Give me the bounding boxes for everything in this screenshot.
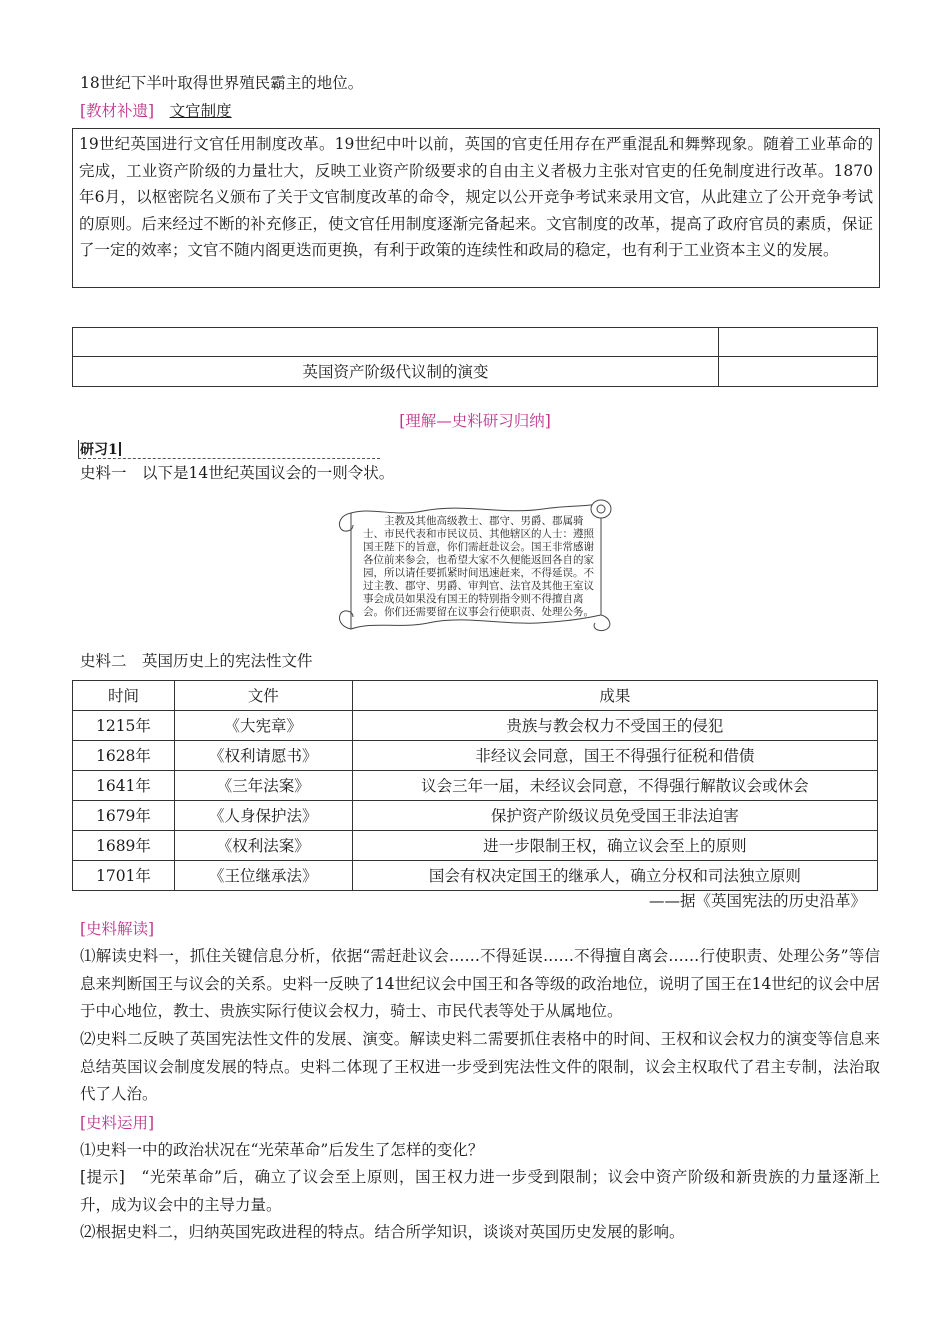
text-line-colonial: 18世纪下半叶取得世界殖民霸主的地位。 [80, 74, 364, 92]
cell-document: 《王位继承法》 [174, 861, 352, 891]
cell-result: 保护资产阶级议员免受国王非法迫害 [352, 801, 877, 831]
cell-year: 1641年 [73, 771, 175, 801]
table-row [73, 741, 878, 771]
interpret-tag: [史料解读] [80, 920, 155, 938]
constitutional-documents-table [72, 680, 878, 891]
apply-tag: [史料运用] [80, 1114, 155, 1132]
table-header-row [73, 681, 878, 711]
table-row [73, 831, 878, 861]
writ-text: 主教及其他高级教士、郡守、男爵、郡属骑士、市民代表和市民议员、其他辖区的人士：遵照国王陛下的旨意，你们需赶赴议会。国王非常感谢各位前来参会，也希望大家不久便能返回各自的家园，所以请任要抓紧时间迅速赶来，不得延误。不过主教、郡守、男爵、审判官、法官及其他王室议事会成员如果没有国王的特别指令则不得擅自离会。你们还需要留在议事会行使职责、处理公务。 [363, 515, 594, 618]
cell-year: 1215年 [73, 711, 175, 741]
cell-year: 1679年 [73, 801, 175, 831]
cell-result: 国会有权决定国王的继承人，确立分权和司法独立原则 [352, 861, 877, 891]
section-header-table [72, 327, 878, 387]
cell-result: 非经议会同意，国王不得强行征税和借债 [352, 741, 877, 771]
cell-year: 1628年 [73, 741, 175, 771]
source2-label: 史料二 英国历史上的宪法性文件 [80, 652, 313, 670]
source1-label: 史料一 以下是14世纪英国议会的一则令状。 [80, 464, 395, 482]
cell-document: 《大宪章》 [174, 711, 352, 741]
cell-document: 《人身保护法》 [174, 801, 352, 831]
cell-document: 《权利法案》 [174, 831, 352, 861]
cell-result: 议会三年一届，未经议会同意，不得强行解散议会或休会 [352, 771, 877, 801]
header-result: 成果 [352, 681, 877, 711]
civil-service-box [72, 128, 880, 288]
cell-year: 1689年 [73, 831, 175, 861]
section-title: 英国资产阶级代议制的演变 [302, 363, 489, 381]
supplement-title: 文官制度 [169, 102, 232, 120]
table-row [73, 801, 878, 831]
header-time: 时间 [73, 681, 175, 711]
table-source-note: ——据《英国宪法的历史沿革》 [648, 892, 866, 910]
supplement-heading [80, 98, 880, 125]
divider [78, 458, 380, 459]
cell-result: 贵族与教会权力不受国王的侵犯 [352, 711, 877, 741]
writ-scroll-image [333, 497, 618, 639]
section-subtitle: [理解—史料研习归纳] [399, 412, 551, 430]
civil-service-text: 19世纪英国进行文官任用制度改革。19世纪中叶以前，英国的官吏任用存在严重混乱和舞弊现象。随着工业革命的完成，工业资产阶级的力量壮大，反映工业资产阶级要求的自由主义者极力主张对官吏的任免制度进行改革。1870年6月，以枢密院名义颁布了关于文官制度改革的命令，规定以公开竞争考试来录用文官，从此建立了公开竞争考试的原则。后来经过不断的补充修正，使文官任用制度逐渐完备起来。文官制度的改革，提高了政府官员的素质，保证了一定的效率；文官不随内阁更迭而更换，有利于政策的连续性和政局的稳定，也有利于工业资本主义的发展。 [79, 135, 873, 259]
apply-question-1: ⑴史料一中的政治状况在“光荣革命”后发生了怎样的变化？ [80, 1141, 484, 1159]
cell-document: 《权利请愿书》 [174, 741, 352, 771]
research-label: 研习1 [80, 440, 121, 460]
cell-year: 1701年 [73, 861, 175, 891]
interpret-paragraph-2: ⑵史料二反映了英国宪法性文件的发展、演变。解读史料二需要抓住表格中的时间、王权和议会权力的演变等信息来总结英国议会制度发展的特点。史料二体现了王权进一步受到宪法性文件的限制，议会主权取代了君主专制，法治取代了人治。 [80, 1030, 880, 1103]
table-row [73, 861, 878, 891]
supplement-tag: [教材补遗] [80, 102, 155, 120]
table-row [73, 711, 878, 741]
interpret-paragraph-1: ⑴解读史料一，抓住关键信息分析，依据“需赶赴议会……不得延误……不得擅自离会……行使职责、处理公务”等信息来判断国王与议会的关系。史料一反映了14世纪议会中国王和各等级的政治地位，说明了国王在14世纪的议会中居于中心地位，教士、贵族实际行使议会权力，骑士、市民代表等处于从属地位。 [80, 947, 880, 1020]
header-document: 文件 [174, 681, 352, 711]
cell-result: 进一步限制王权，确立议会至上的原则 [352, 831, 877, 861]
table-row [73, 771, 878, 801]
apply-hint: [提示] “光荣革命”后，确立了议会至上原则，国王权力进一步受到限制；议会中资产阶级和新贵族的力量逐渐上升，成为议会中的主导力量。 [80, 1168, 880, 1214]
cell-document: 《三年法案》 [174, 771, 352, 801]
apply-question-2: ⑵根据史料二，归纳英国宪政进程的特点。结合所学知识，谈谈对英国历史发展的影响。 [80, 1223, 685, 1241]
